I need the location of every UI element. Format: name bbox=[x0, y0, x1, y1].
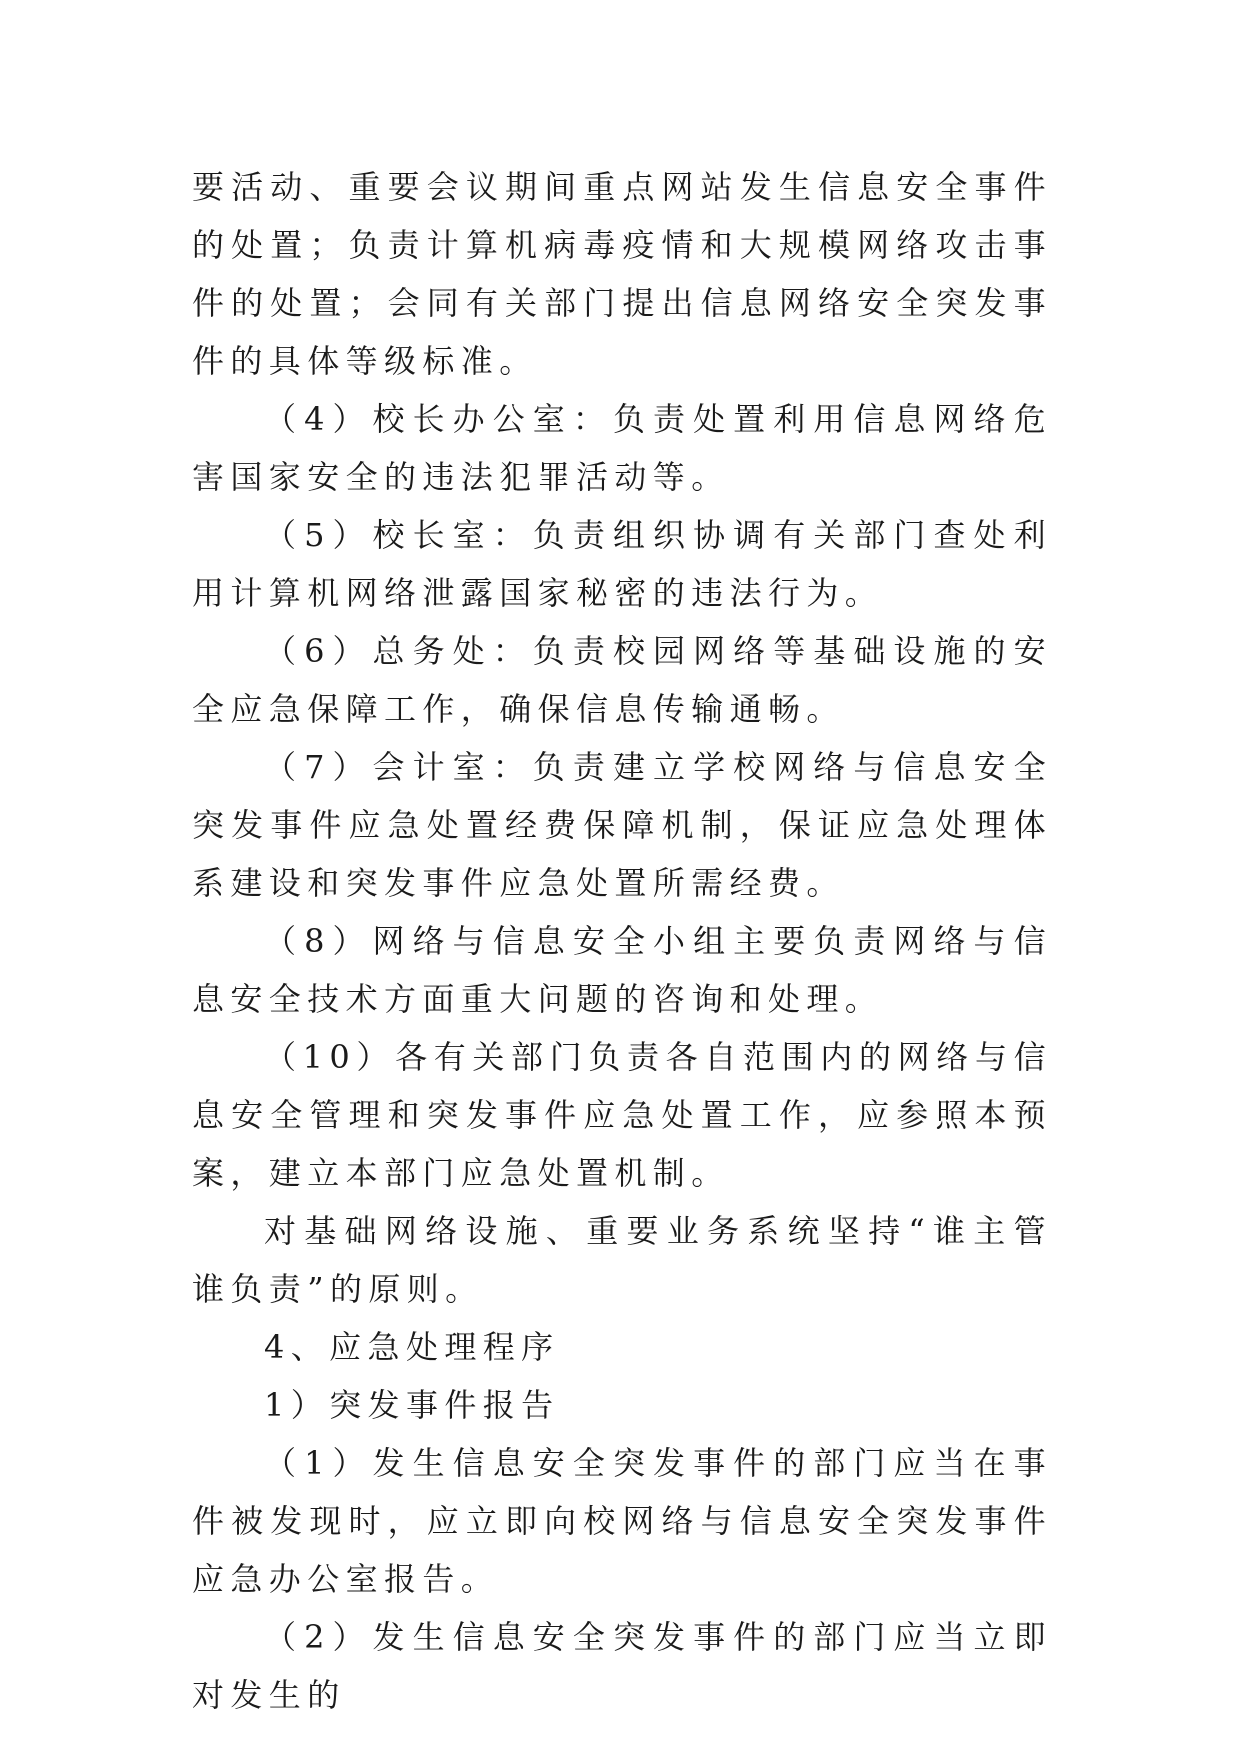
paragraph-1: 要活动、重要会议期间重点网站发生信息安全事件的处置；负责计算机病毒疫情和大规模网络攻击事件的处置；会同有关部门提出信息网络安全突发事件的具体等级标准。 bbox=[192, 168, 1052, 380]
paragraph-3: （5）校长室：负责组织协调有关部门查处利用计算机网络泄露国家秘密的违法行为。 bbox=[192, 516, 1052, 612]
document-page bbox=[192, 158, 1052, 1724]
paragraph-8: 对基础网络设施、重要业务系统坚持“谁主管谁负责”的原则。 bbox=[192, 1212, 1052, 1308]
paragraph-12: （2）发生信息安全突发事件的部门应当立即对发生的 bbox=[192, 1618, 1052, 1714]
paragraph-7: （10）各有关部门负责各自范围内的网络与信息安全管理和突发事件应急处置工作，应参照本预案，建立本部门应急处置机制。 bbox=[192, 1038, 1052, 1192]
paragraph-11: （1）发生信息安全突发事件的部门应当在事件被发现时，应立即向校网络与信息安全突发事件应急办公室报告。 bbox=[192, 1444, 1052, 1598]
paragraph-4: （6）总务处：负责校园网络等基础设施的安全应急保障工作，确保信息传输通畅。 bbox=[192, 632, 1052, 728]
subsection-heading: 1）突发事件报告 bbox=[264, 1386, 560, 1424]
section-heading: 4、应急处理程序 bbox=[264, 1328, 560, 1366]
paragraph-6: （8）网络与信息安全小组主要负责网络与信息安全技术方面重大问题的咨询和处理。 bbox=[192, 922, 1052, 1018]
paragraph-5: （7）会计室：负责建立学校网络与信息安全突发事件应急处置经费保障机制，保证应急处理体系建设和突发事件应急处置所需经费。 bbox=[192, 748, 1052, 902]
paragraph-2: （4）校长办公室：负责处置利用信息网络危害国家安全的违法犯罪活动等。 bbox=[192, 400, 1052, 496]
